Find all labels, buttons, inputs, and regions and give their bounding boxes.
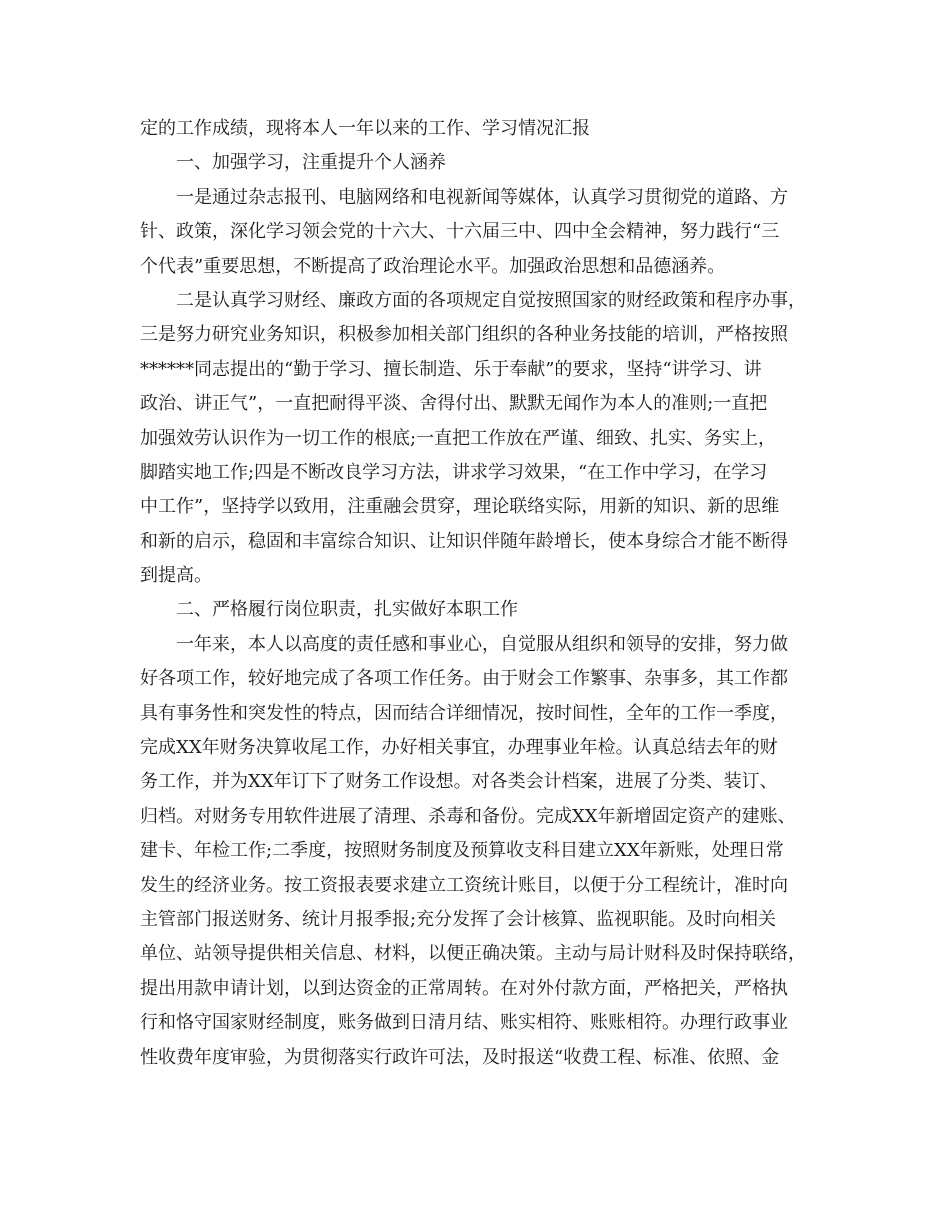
text-line: ******同志提出的“勤于学习、擅长制造、乐于奉献”的要求，坚持“讲学习、讲 [140,358,762,380]
text-line: 好各项工作，较好地完成了各项工作任务。由于财会工作繁事、杂事多，其工作都 [140,668,788,690]
text-line: 务工作，并为XX年订下了财务工作设想。对各类会计档案，进展了分类、装订、 [140,771,778,793]
text-line: 主管部门报送财务、统计月报季报;充分发挥了会计核算、监视职能。及时向相关 [140,908,777,930]
text-line: 建卡、年检工作;二季度，按照财务制度及预算收支科目建立XX年新账，处理日常 [140,840,784,862]
section-heading-2: 二、严格履行岗位职责，扎实做好本职工作 [176,599,518,621]
text-line: 加强效劳认识作为一切工作的根底;一直把工作放在严谨、细致、扎实、务实上， [140,427,777,449]
text-line: 完成XX年财务决算收尾工作，办好相关事宜，办理事业年检。认真总结去年的财 [140,737,778,759]
text-line: 中工作”，坚持学以致用，注重融会贯穿，理论联络实际，用新的知识、新的思维 [140,496,780,518]
text-line: 归档。对财务专用软件进展了清理、杀毒和备份。完成XX年新增固定资产的建账、 [140,805,796,827]
text-line: 行和恪守国家财经制度，账务做到日清月结、账实相符、账账相符。办理行政事业 [140,1012,788,1034]
text-line: 一是通过杂志报刊、电脑网络和电视新闻等媒体，认真学习贯彻党的道路、方 [176,186,788,208]
text-line: 到提高。 [140,565,212,587]
text-line: 个代表”重要思想，不断提高了政治理论水平。加强政治思想和品德涵养。 [140,255,726,277]
text-line: 单位、站领导提供相关信息、材料，以便正确决策。主动与局计财科及时保持联络， [140,943,806,965]
text-line: 发生的经济业务。按工资报表要求建立工资统计账目，以便于分工程统计，准时向 [140,874,788,896]
text-line: 针、政策，深化学习领会党的十六大、十六届三中、四中全会精神，努力践行“三 [140,221,780,243]
text-line: 政治、讲正气”，一直把耐得平淡、舍得付出、默默无闻作为本人的准则;一直把 [140,393,768,415]
text-line: 定的工作成绩，现将本人一年以来的工作、学习情况汇报 [140,118,590,139]
text-line: 脚踏实地工作;四是不断改良学习方法，讲求学习效果，“在工作中学习，在学习 [140,461,768,483]
text-line: 和新的启示，稳固和丰富综合知识、让知识伴随年龄增长，使本身综合才能不断得 [140,530,788,552]
text-line: 一年来，本人以高度的责任感和事业心，自觉服从组织和领导的安排，努力做 [176,633,788,655]
document-body [140,112,830,1075]
section-heading-1: 一、加强学习，注重提升个人涵养 [176,152,446,174]
text-line: 提出用款申请计划，以到达资金的正常周转。在对外付款方面，严格把关，严格执 [140,977,788,999]
text-line: 二是认真学习财经、廉政方面的各项规定自觉按照国家的财经政策和程序办事， [176,289,806,311]
text-line: 性收费年度审验，为贯彻落实行政许可法，及时报送“收费工程、标准、依照、金 [140,1046,780,1068]
text-line: 具有事务性和突发性的特点，因而结合详细情况，按时间性，全年的工作一季度， [140,702,788,724]
text-line: 三是努力研究业务知识，积极参加相关部门组织的各种业务技能的培训，严格按照 [140,324,788,346]
